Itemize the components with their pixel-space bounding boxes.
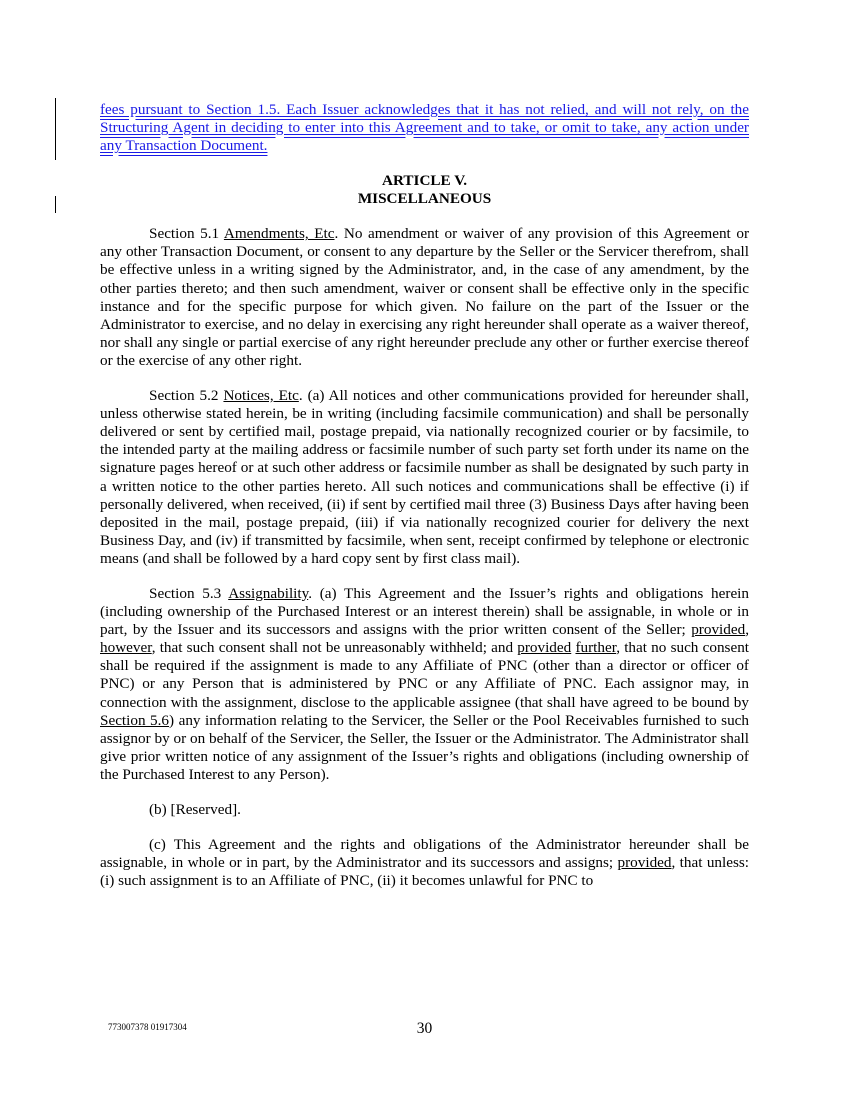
article-heading <box>100 172 749 208</box>
section-text: , <box>745 621 749 639</box>
defined-term: provided <box>617 854 672 872</box>
section-text: ) any information relating to the Servicer, the Seller or the Pool Receivables furnished to such assignor by or on behalf of the Servicer, the Seller, the Issuer or the Administrator. The Administrator shall give prior written notice of any assignment of the Issuer’s rights and obligations (including ownership of the Purchased Interest to any Person). <box>100 711 749 783</box>
document-body <box>100 101 749 907</box>
section-title: Notices, Etc <box>223 387 299 405</box>
section-text: , that unless: (i) such assignment is to an Affiliate of PNC, (ii) it becomes unlawful for PNC to <box>100 854 750 890</box>
section-number: Section 5.1 <box>149 225 224 243</box>
section-number: Section 5.3 <box>149 584 229 602</box>
section-text: (c) This Agreement and the rights and obligations of the Administrator hereunder shall be assignable, in whole or in part, by the Administrator and its successors and assigns; <box>100 836 749 872</box>
section-reference: Section 5.6 <box>100 711 170 729</box>
section-5-3a <box>100 585 749 784</box>
intro-paragraph: fees pursuant to Section 1.5. Each Issuer acknowledges that it has not relied, and will not rely, on the Structuring Agent in deciding to enter into this Agreement and to take, or omit to take, any action under any Transaction Document. <box>100 101 749 155</box>
section-body: . No amendment or waiver of any provision of this Agreement or any other Transaction Document, or consent to any departure by the Seller or the Servicer therefrom, shall be effective unless in a writing signed by the Administrator, and, in the case of any amendment, by the other parties thereto; and then such amendment, waiver or consent shall be effective only in the specific instance and for the specific purpose for which given. No failure on the part of the Issuer or the Administrator to exercise, and no delay in exercising any right hereunder shall operate as a waiver thereof, nor shall any single or partial exercise of any right hereunder preclude any other or further exercise thereof or the exercise of any other right. <box>100 225 750 369</box>
document-id: 773007378 01917304 <box>108 1022 187 1032</box>
section-text: , that no such consent shall be required if the assignment is made to any Affiliate of PNC (other than a director or officer of PNC) or any Person that is administered by PNC or any Affiliate of PNC. Each assignor may, in connection with the assignment, disclose to the applicable assignee (that shall have agreed to be bound by <box>100 639 750 711</box>
defined-term: further <box>575 639 617 657</box>
change-bar <box>55 98 56 160</box>
section-body: . (a) All notices and other communications provided for hereunder shall, unless otherwise stated herein, be in writing (including facsimile communication) and shall be personally delivered or sent by certified mail, postage prepaid, via nationally recognized courier or by facsimile, to the intended party at the mailing address or facsimile number of such party set forth under its name on the signature pages hereof or at such other address or facsimile number as shall be designated by such party in a written notice to the other parties hereto. All such notices and communications shall be effective (i) if personally delivered, when received, (ii) if sent by certified mail three (3) Business Days after having been deposited in the mail, postage prepaid, (iii) if via nationally recognized courier for delivery the next Business Day, and (iv) if transmitted by facsimile, when sent, receipt confirmed by telephone or electronic means (and shall be followed by a hard copy sent by first class mail). <box>100 387 750 567</box>
section-text: . (a) This Agreement and the Issuer’s rights and obligations herein (including ownership of the Purchased Interest or an interest therein) shall be assignable, in whole or in part, by the Issuer and its successors and assigns with the prior written consent of the Seller; <box>100 584 749 639</box>
section-title: Assignability <box>228 584 309 602</box>
article-title: MISCELLANEOUS <box>357 190 492 208</box>
section-title: Amendments, Etc <box>223 225 335 243</box>
section-5-2 <box>100 387 749 568</box>
change-bar <box>55 196 56 213</box>
defined-term: however <box>100 639 152 657</box>
page-number: 30 <box>416 1020 433 1037</box>
defined-term: provided <box>691 621 746 639</box>
article-number: ARTICLE V. <box>382 172 467 190</box>
section-text: , that such consent shall not be unreasonably withheld; and <box>151 639 518 657</box>
defined-term: provided <box>517 639 572 657</box>
section-5-1 <box>100 225 749 370</box>
section-number: Section 5.2 <box>149 387 224 405</box>
section-5-3b: (b) [Reserved]. <box>149 801 241 818</box>
section-5-3c <box>100 836 749 890</box>
